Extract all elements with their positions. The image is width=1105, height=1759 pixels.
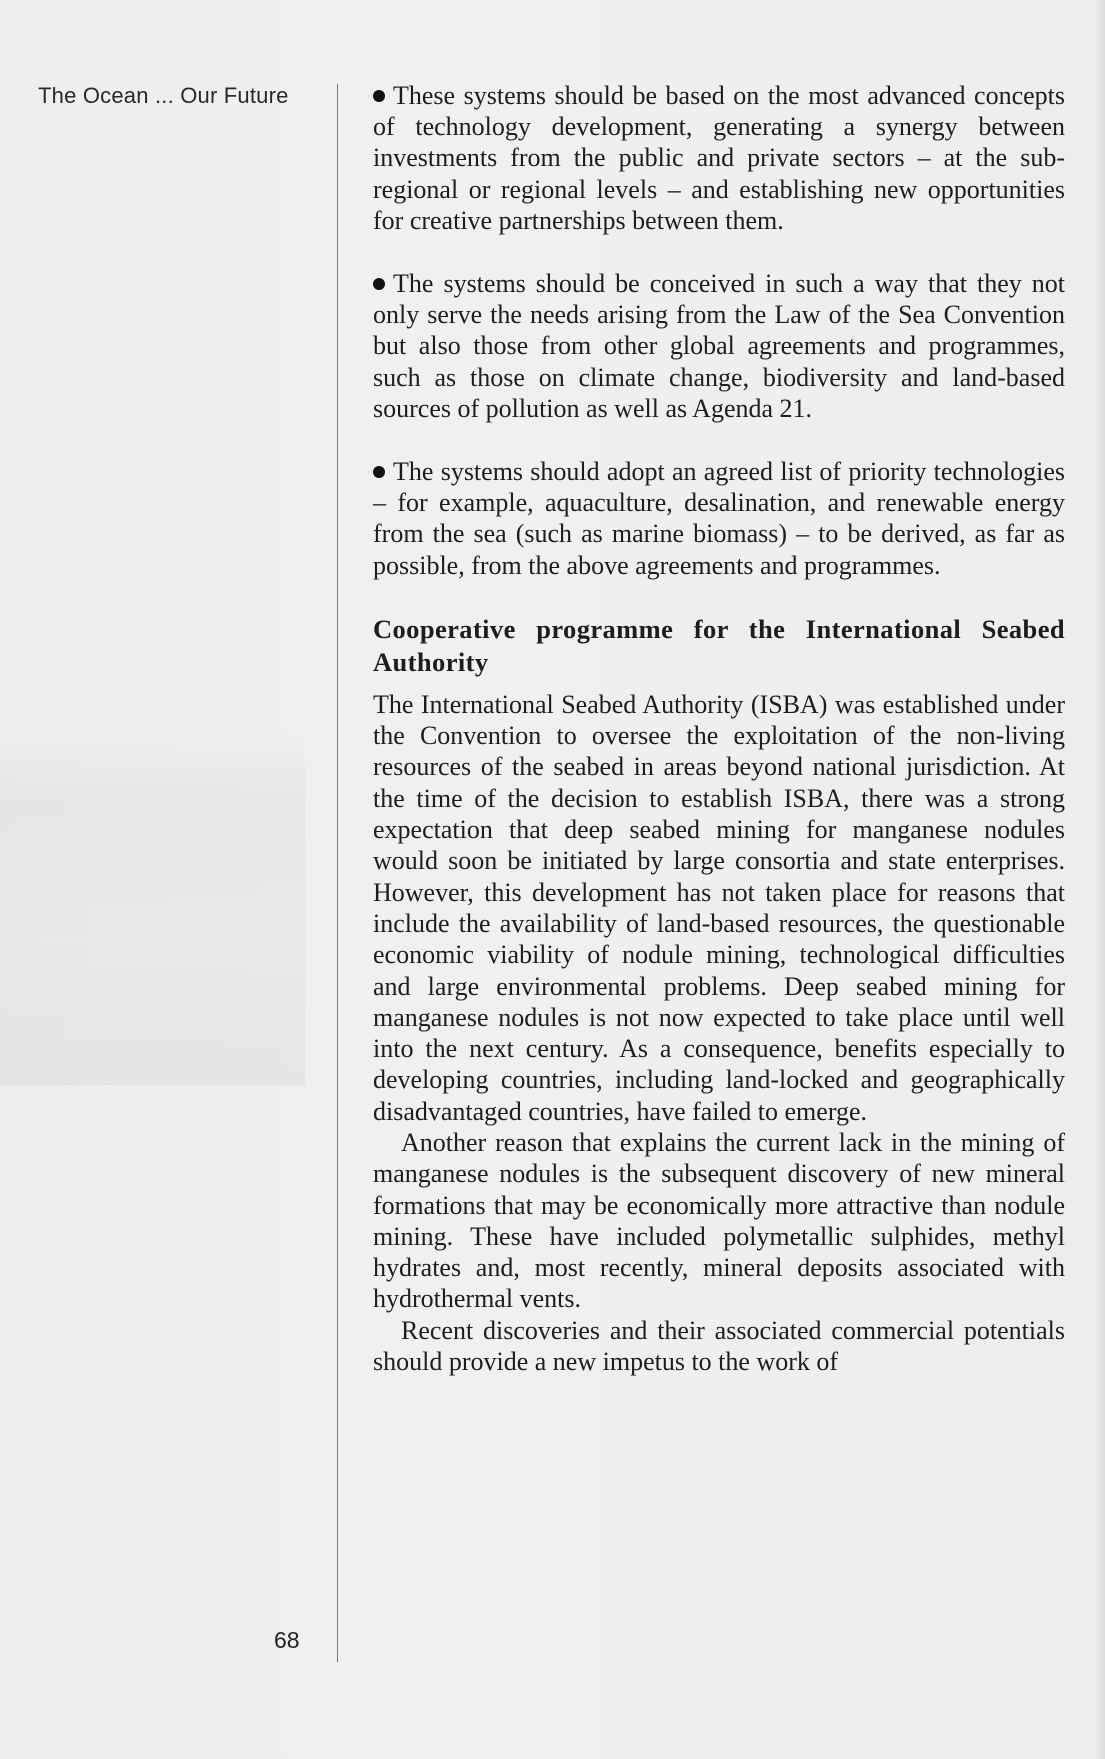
bullet-icon — [373, 278, 385, 290]
body-paragraph: The International Seabed Authority (ISBA) was established under the Convention to oversee the exploitation of the non-living resources of the seabed in areas beyond national jurisdiction. At the time of the decision to establish ISBA, there was a strong expectation that deep seabed mining for manganese nodules would soon be initiated by large consortia and state enterprises. However, this development has not taken place for reasons that include the availability of land-based resources, the questionable economic viability of nodule mining, technological difficulties and large environmental problems. Deep seabed mining for manganese nodules is not now expected to take place until well into the next century. As a consequence, benefits especially to developing countries, including land-locked and geographically disadvantaged countries, have failed to emerge. — [373, 689, 1065, 1126]
bullet-text: The systems should be conceived in such a way that they not only serve the needs arising from the Law of the Sea Convention but also those from other global agreements and programmes, such as those on climate change, biodiversity and land-based sources of pollution as well as Agenda 21. — [373, 269, 1065, 423]
main-text-column — [373, 80, 1065, 1377]
bullet-item — [373, 80, 1065, 236]
section-heading: Cooperative programme for the International Seabed Authority — [373, 613, 1065, 677]
bullet-item — [373, 456, 1065, 581]
bullet-item — [373, 268, 1065, 424]
running-head: The Ocean ... Our Future — [38, 83, 289, 108]
bullet-text: These systems should be based on the most advanced concepts of technology development, generating a synergy between investments from the public and private sectors – at the sub-regional or regional levels – and establishing new opportunities for creative partnerships between them. — [373, 81, 1065, 235]
bleed-through-image — [0, 730, 305, 1085]
page-edge-shadow — [1095, 0, 1105, 1759]
bullet-text: The systems should adopt an agreed list of priority technologies – for example, aquaculture, desalination, and renewable energy from the sea (such as marine biomass) – to be derived, as far as possible, from the above agreements and programmes. — [373, 457, 1065, 580]
bullet-icon — [373, 90, 385, 102]
bullet-icon — [373, 466, 385, 478]
body-paragraph: Recent discoveries and their associated commercial potentials should provide a new impetus to the work of — [373, 1315, 1065, 1377]
column-divider — [337, 84, 338, 1662]
page-number: 68 — [274, 1627, 300, 1653]
body-paragraph: Another reason that explains the current lack in the mining of manganese nodules is the subsequent discovery of new mineral formations that may be economically more attractive than nodule mining. These have included polymetallic sulphides, methyl hydrates and, most recently, mineral deposits associated with hydrothermal vents. — [373, 1128, 1065, 1314]
